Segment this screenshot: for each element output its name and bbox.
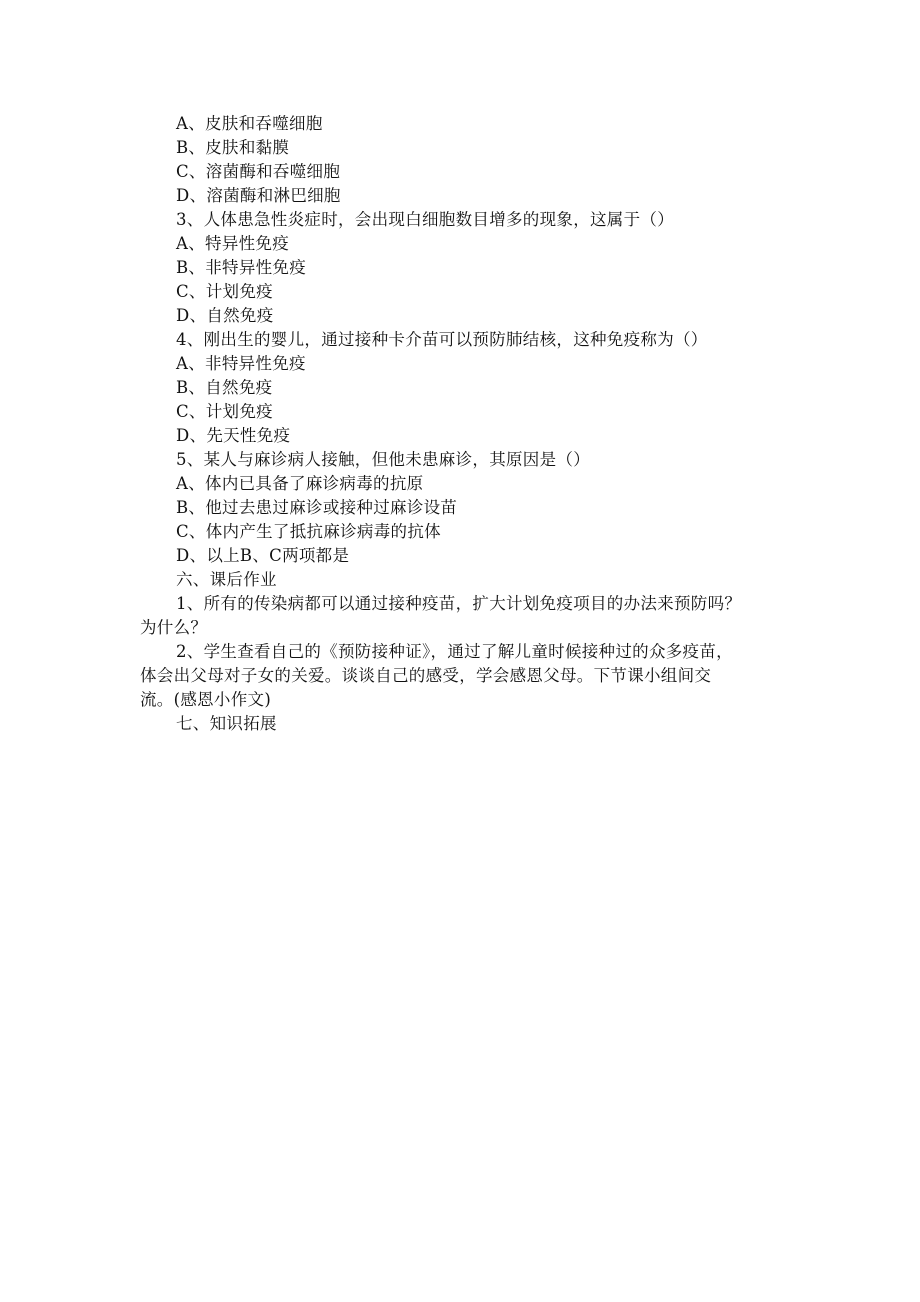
option-q5-a: A、体内已具备了麻诊病毒的抗原: [176, 474, 424, 493]
section-heading-knowledge-extension: 七、知识拓展: [176, 714, 277, 733]
option-q4-a: A、非特异性免疫: [176, 354, 306, 373]
homework-q2-line-2: 体会出父母对子女的关爱。谈谈自己的感受，学会感恩父母。下节课小组间交: [140, 666, 712, 685]
homework-question-2: [140, 640, 800, 712]
option-q4-c: C、计划免疫: [176, 402, 273, 421]
option-q2-a: A、皮肤和吞噬细胞: [176, 114, 323, 133]
question-5: 5、某人与麻诊病人接触，但他未患麻诊，其原因是（）: [176, 450, 590, 469]
option-q3-c: C、计划免疫: [176, 282, 273, 301]
option-q2-b: B、皮肤和黏膜: [176, 138, 290, 157]
homework-question-1: [140, 592, 800, 640]
option-q4-b: B、自然免疫: [176, 378, 273, 397]
option-q5-d: D、以上B、C两项都是: [176, 546, 350, 565]
option-q3-a: A、特异性免疫: [176, 234, 290, 253]
option-q5-b: B、他过去患过麻诊或接种过麻诊设苗: [176, 498, 458, 517]
homework-q2-line-3: 流。(感恩小作文): [140, 690, 272, 709]
section-heading-homework: 六、课后作业: [176, 570, 277, 589]
option-q2-c: C、溶菌酶和吞噬细胞: [176, 162, 341, 181]
homework-q1-line-2: 为什么？: [140, 618, 208, 637]
question-3: 3、人体患急性炎症时，会出现白细胞数目增多的现象，这属于（）: [176, 210, 674, 229]
option-q5-c: C、体内产生了抵抗麻诊病毒的抗体: [176, 522, 441, 541]
homework-q2-line-1: 2、学生查看自己的《预防接种证》，通过了解儿童时候接种过的众多疫苗，: [176, 642, 733, 661]
option-q4-d: D、先天性免疫: [176, 426, 291, 445]
document-body: [140, 112, 800, 736]
question-4: 4、刚出生的婴儿，通过接种卡介苗可以预防肺结核，这种免疫称为（）: [176, 330, 708, 349]
option-q2-d: D、溶菌酶和淋巴细胞: [176, 186, 341, 205]
option-q3-d: D、自然免疫: [176, 306, 274, 325]
homework-q1-line-1: 1、所有的传染病都可以通过接种疫苗，扩大计划免疫项目的办法来预防吗？: [176, 594, 742, 613]
option-q3-b: B、非特异性免疫: [176, 258, 307, 277]
